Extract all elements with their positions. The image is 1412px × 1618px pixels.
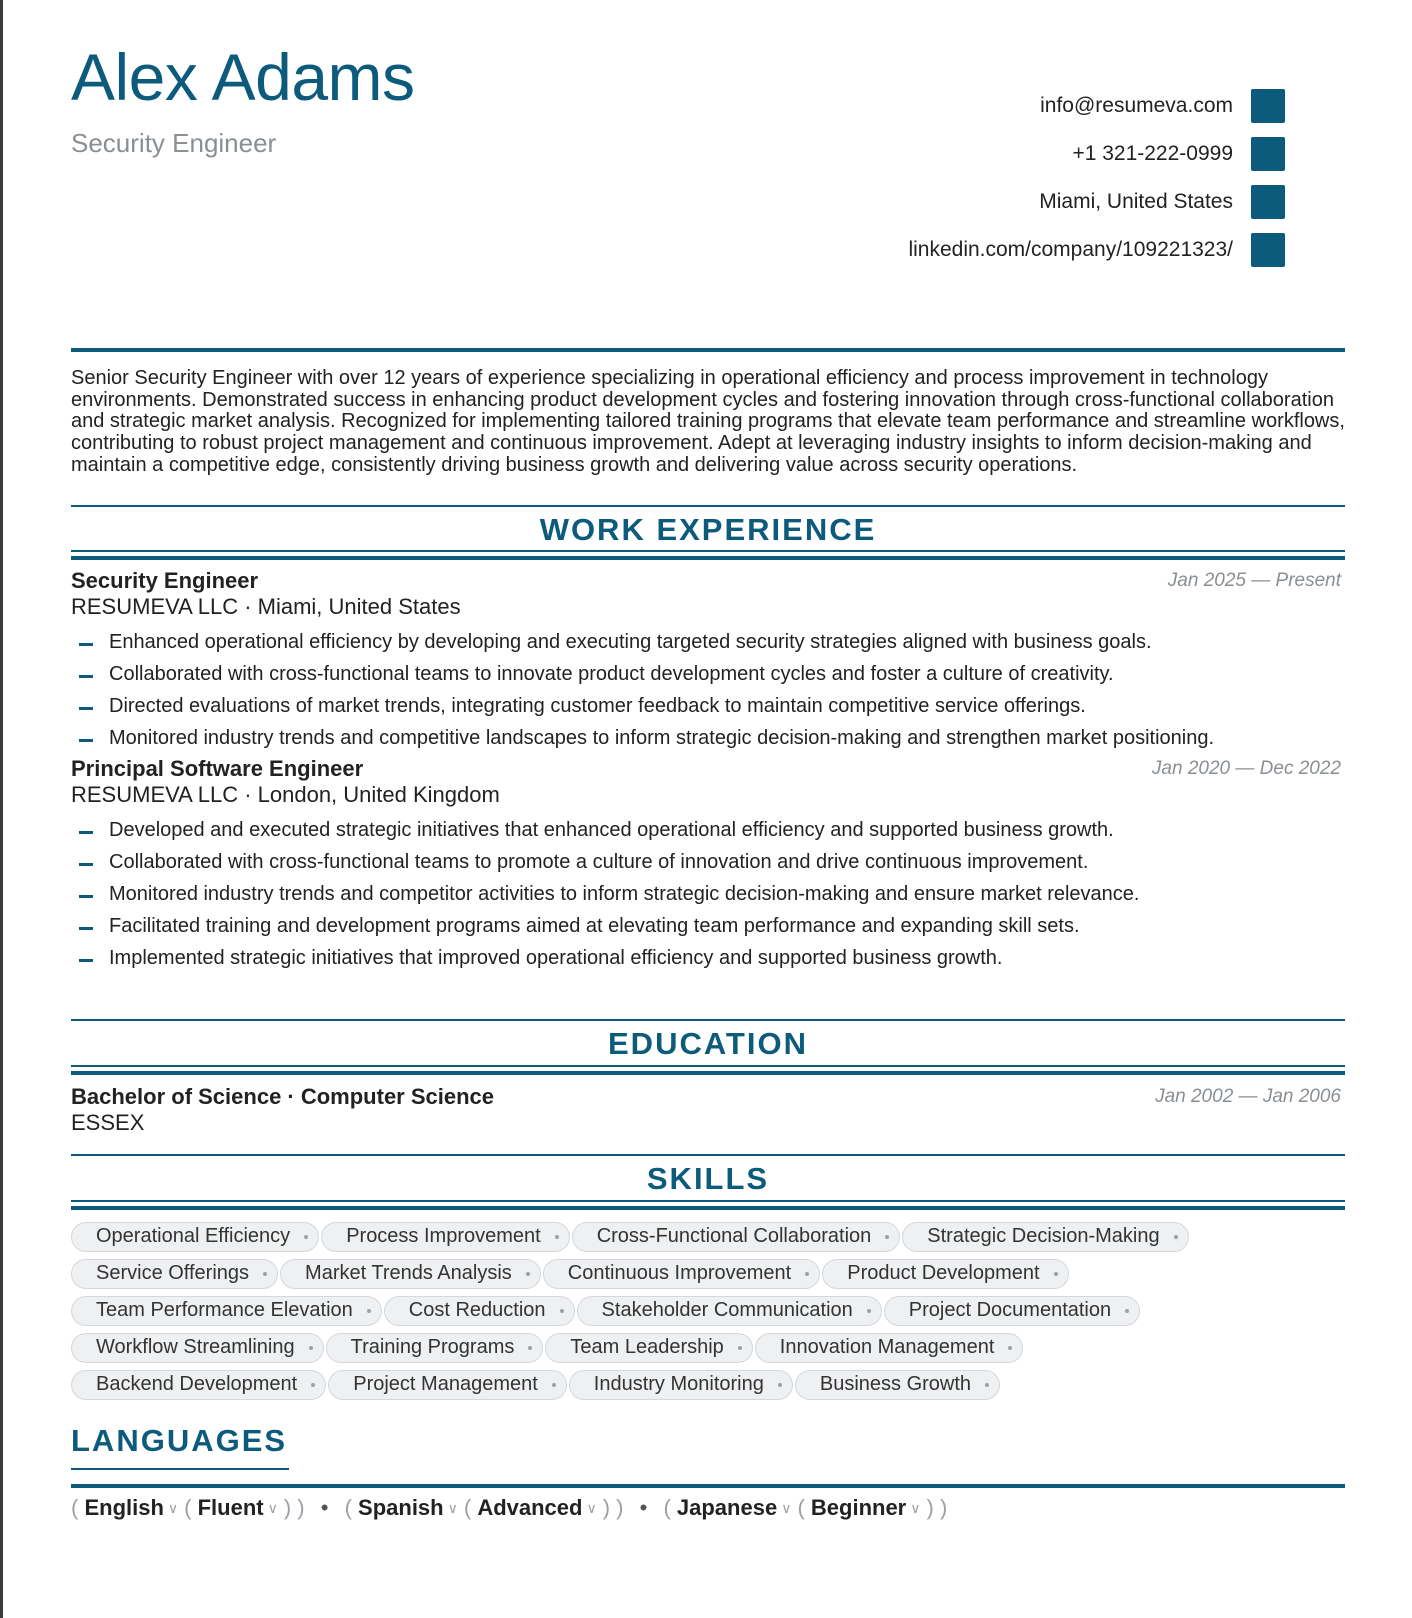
dot-icon — [555, 1235, 559, 1239]
dot-icon — [311, 1383, 315, 1387]
chevron-down-icon[interactable]: ∨ — [910, 1500, 921, 1516]
language-level: Beginner — [810, 1495, 907, 1520]
skill-row — [71, 1329, 1345, 1366]
work-top-rule — [71, 505, 1345, 507]
education-date: Jan 2002 — Jan 2006 — [1155, 1086, 1341, 1107]
job-date: Jan 2020 — Dec 2022 — [1151, 758, 1341, 779]
job-bullets — [71, 814, 1345, 974]
contact-phone[interactable] — [725, 130, 1285, 178]
language-name: Spanish — [358, 1495, 444, 1520]
dot-icon — [985, 1383, 989, 1387]
job-bullet: Developed and executed strategic initiatives that enhanced operational efficiency and supported business growth. — [71, 814, 1345, 846]
skill-row — [71, 1292, 1345, 1329]
skill-chip: Backend Development — [71, 1370, 326, 1400]
chevron-down-icon[interactable]: ∨ — [781, 1500, 792, 1516]
job-bullet: Implemented strategic initiatives that improved operational efficiency and supported business growth. — [71, 942, 1345, 974]
skill-chip: Operational Efficiency — [71, 1222, 319, 1252]
job-date: Jan 2025 — Present — [1167, 570, 1341, 591]
skills-section-title: SKILLS — [646, 1161, 770, 1196]
chevron-down-icon[interactable]: ∨ — [447, 1500, 458, 1516]
job-bullet: Monitored industry trends and competitive landscapes to inform strategic decision-making and strengthen market positioning. — [71, 722, 1345, 754]
languages-title-underline — [71, 1468, 289, 1470]
skill-row — [71, 1255, 1345, 1292]
job-org: RESUMEVA LLC · London, United Kingdom — [71, 782, 500, 807]
skill-chip: Continuous Improvement — [543, 1259, 820, 1289]
job-bullet: Monitored industry trends and competitor activities to inform strategic decision-making and ensure market relevance. — [71, 878, 1345, 910]
skill-row — [71, 1366, 1345, 1403]
education-under-rule-2 — [71, 1071, 1345, 1075]
language-name: English — [84, 1495, 164, 1520]
skill-chip: Stakeholder Communication — [577, 1296, 882, 1326]
education-top-rule — [71, 1019, 1345, 1021]
dot-icon — [867, 1309, 871, 1313]
contact-phone-text[interactable]: +1 321-222-0999 — [1072, 142, 1233, 165]
contact-email[interactable] — [725, 82, 1285, 130]
skill-chip: Market Trends Analysis — [280, 1259, 541, 1289]
language-level: Advanced — [477, 1495, 583, 1520]
dash-icon — [79, 959, 93, 962]
job-org: RESUMEVA LLC · Miami, United States — [71, 594, 461, 619]
dot-icon — [528, 1346, 532, 1350]
page-edge — [0, 0, 3, 1618]
skills-top-rule — [71, 1154, 1345, 1156]
dot-icon — [309, 1346, 313, 1350]
dash-icon — [79, 895, 93, 898]
job-bullet: Directed evaluations of market trends, integrating customer feedback to maintain competitive service offerings. — [71, 690, 1345, 722]
dash-icon — [79, 831, 93, 834]
contact-email-text[interactable]: info@resumeva.com — [1040, 94, 1233, 117]
phone-icon — [1251, 137, 1285, 171]
dash-icon — [79, 863, 93, 866]
contact-linkedin[interactable] — [725, 226, 1285, 274]
dot-icon — [367, 1309, 371, 1313]
separator-dot: • — [320, 1495, 329, 1520]
job-bullets — [71, 626, 1345, 754]
candidate-role: Security Engineer — [71, 128, 277, 158]
dot-icon — [778, 1383, 782, 1387]
skill-chip: Process Improvement — [321, 1222, 570, 1252]
dot-icon — [1054, 1272, 1058, 1276]
skill-chip: Service Offerings — [71, 1259, 278, 1289]
dash-icon — [79, 675, 93, 678]
education-under-rule-1 — [71, 1065, 1345, 1067]
candidate-name: Alex Adams — [71, 40, 415, 114]
job-bullet: Collaborated with cross-functional teams to innovate product development cycles and foster a culture of creativity. — [71, 658, 1345, 690]
skill-chip: Industry Monitoring — [569, 1370, 793, 1400]
degree-title: Bachelor of Science · Computer Science — [71, 1084, 495, 1109]
work-under-rule-1 — [71, 550, 1345, 552]
dot-icon — [1174, 1235, 1178, 1239]
dot-icon — [738, 1346, 742, 1350]
skill-chip: Strategic Decision-Making — [902, 1222, 1188, 1252]
skills-under-rule-1 — [71, 1200, 1345, 1202]
dot-icon — [304, 1235, 308, 1239]
skill-chip: Cost Reduction — [384, 1296, 575, 1326]
education-section-title: EDUCATION — [608, 1026, 808, 1061]
skill-chip: Innovation Management — [755, 1333, 1024, 1363]
skill-chip: Business Growth — [795, 1370, 1000, 1400]
job-bullet: Collaborated with cross-functional teams to promote a culture of innovation and drive continuous improvement. — [71, 846, 1345, 878]
location-icon — [1251, 185, 1285, 219]
contact-list — [725, 82, 1285, 274]
skill-chip: Cross-Functional Collaboration — [572, 1222, 901, 1252]
education-entry — [71, 1084, 1345, 1136]
languages-rule — [71, 1484, 1345, 1488]
language-name: Japanese — [676, 1495, 778, 1520]
skills-list — [71, 1218, 1345, 1403]
job-entry — [71, 568, 1345, 754]
contact-linkedin-text[interactable]: linkedin.com/company/109221323/ — [908, 238, 1233, 261]
chevron-down-icon[interactable]: ∨ — [167, 1500, 179, 1516]
languages-section-title: LANGUAGES — [71, 1423, 288, 1458]
skill-chip: Workflow Streamlining — [71, 1333, 324, 1363]
dot-icon — [805, 1272, 809, 1276]
dash-icon — [79, 739, 93, 742]
job-bullet: Enhanced operational efficiency by developing and executing targeted security strategies aligned with business goals. — [71, 626, 1345, 658]
dash-icon — [79, 643, 93, 646]
languages-list: ( English ∨ ( Fluent ∨ ) ) • ( Spanish ∨ ( Advanced ∨ ) ) • ( Japanese ∨ ( Beginner ∨ ) ) — [71, 1495, 948, 1520]
skill-row — [71, 1218, 1345, 1255]
skill-chip: Project Management — [328, 1370, 567, 1400]
skill-chip: Product Development — [822, 1259, 1068, 1289]
chevron-down-icon[interactable]: ∨ — [586, 1500, 597, 1516]
contact-location — [725, 178, 1285, 226]
chevron-down-icon[interactable]: ∨ — [267, 1500, 278, 1516]
dash-icon — [79, 927, 93, 930]
dash-icon — [79, 707, 93, 710]
skill-chip: Training Programs — [326, 1333, 544, 1363]
dot-icon — [526, 1272, 530, 1276]
language-level: Fluent — [197, 1495, 264, 1520]
job-title: Security Engineer — [71, 568, 259, 593]
work-under-rule-2 — [71, 556, 1345, 560]
separator-dot: • — [639, 1495, 648, 1520]
dot-icon — [1008, 1346, 1012, 1350]
job-title: Principal Software Engineer — [71, 756, 364, 781]
skills-under-rule-2 — [71, 1206, 1345, 1210]
summary-text: Senior Security Engineer with over 12 years of experience specializing in operational efficiency and process improvement in technology environments. Demonstrated success in enhancing product development cycles and fostering innovation through cross-functional collaboration and strategic market analysis. Recognized for implementing tailored training programs that elevate team performance and streamline workflows, contributing to robust project management and continuous improvement. Adept at leveraging industry insights to inform decision-making and maintain a competitive edge, consistently driving business growth and delivering value across security operations. — [71, 367, 1345, 476]
dot-icon — [263, 1272, 267, 1276]
contact-location-text: Miami, United States — [1039, 190, 1233, 213]
skill-chip: Team Performance Elevation — [71, 1296, 382, 1326]
skill-chip: Team Leadership — [545, 1333, 752, 1363]
dot-icon — [1125, 1309, 1129, 1313]
summary-top-rule — [71, 348, 1345, 352]
dot-icon — [552, 1383, 556, 1387]
job-bullet: Facilitated training and development programs aimed at elevating team performance and expanding skill sets. — [71, 910, 1345, 942]
email-icon — [1251, 89, 1285, 123]
work-section-title: WORK EXPERIENCE — [539, 512, 877, 547]
dot-icon — [560, 1309, 564, 1313]
linkedin-icon — [1251, 233, 1285, 267]
dot-icon — [885, 1235, 889, 1239]
job-entry — [71, 756, 1345, 974]
school-name: ESSEX — [71, 1110, 145, 1135]
skill-chip: Project Documentation — [884, 1296, 1140, 1326]
